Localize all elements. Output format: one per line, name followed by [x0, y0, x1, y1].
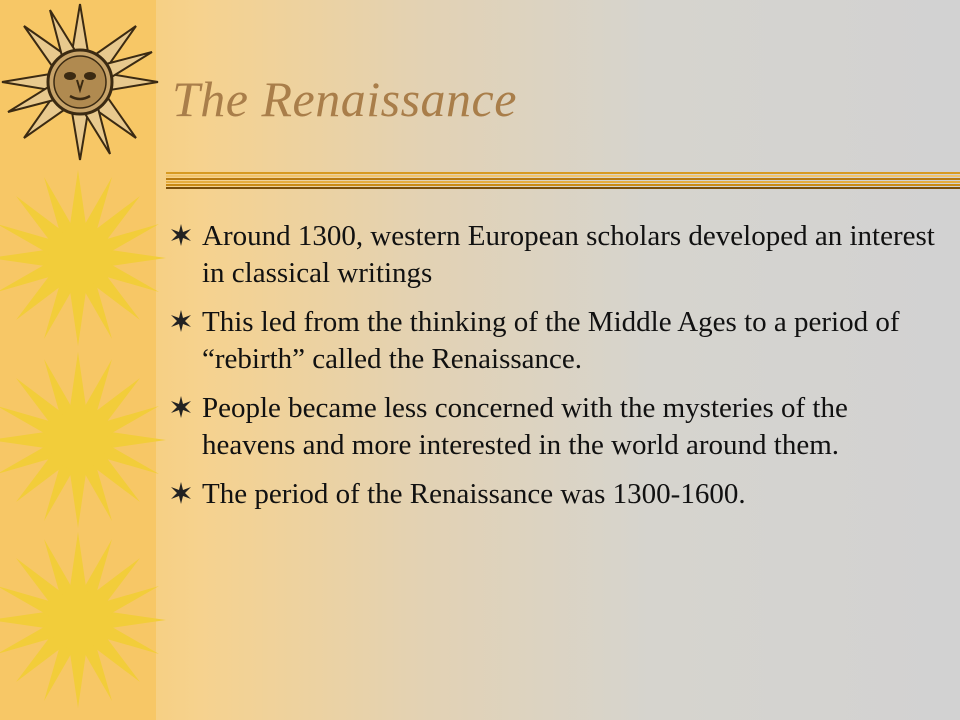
bullet-text: The period of the Renaissance was 1300-1600. — [202, 478, 746, 510]
star-bullet-icon — [170, 481, 192, 505]
sun-decorations — [0, 0, 180, 720]
bullet-text: This led from the thinking of the Middle Ages to a period of “rebirth” called the Renaissance. — [202, 306, 900, 375]
star-bullet-icon — [170, 223, 192, 247]
title-divider — [166, 172, 960, 192]
sun-icon — [0, 352, 166, 528]
sun-icon — [0, 532, 166, 708]
bullet-item — [170, 476, 940, 513]
bullet-item — [170, 304, 940, 378]
bullet-text: People became less concerned with the mysteries of the heavens and more interested in the world around them. — [202, 392, 848, 461]
bullet-list — [170, 218, 940, 525]
star-bullet-icon — [170, 395, 192, 419]
bullet-text: Around 1300, western European scholars developed an interest in classical writings — [202, 220, 935, 289]
star-bullet-icon — [170, 309, 192, 333]
sun-face-icon — [2, 4, 158, 160]
slide-title: The Renaissance — [172, 71, 517, 127]
bullet-item — [170, 390, 940, 464]
sun-icon — [0, 170, 166, 346]
bullet-item — [170, 218, 940, 292]
